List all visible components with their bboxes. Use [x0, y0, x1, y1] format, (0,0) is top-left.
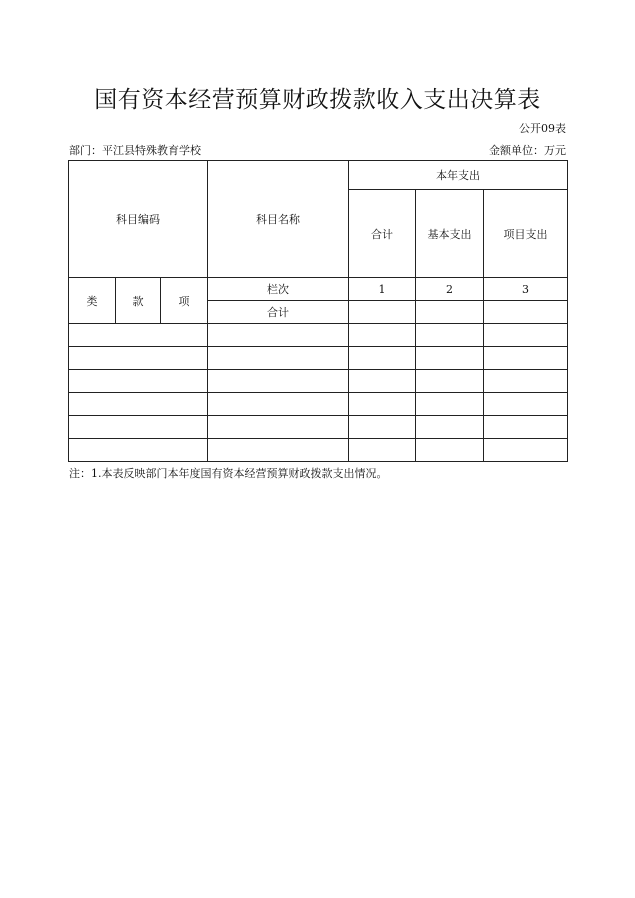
- report-title: 国有资本经营预算财政拨款收入支出决算表: [94, 87, 541, 113]
- total-cell: [349, 324, 416, 347]
- sum-row-label: 合计: [208, 301, 349, 324]
- total-cell: [349, 416, 416, 439]
- header-project-expense: 项目支出: [484, 190, 568, 278]
- name-cell: [208, 324, 349, 347]
- sum-basic-cell: [416, 301, 484, 324]
- sum-project-cell: [484, 301, 568, 324]
- expense-table: [68, 160, 568, 462]
- sum-total-cell: [349, 301, 416, 324]
- table-row: [69, 324, 568, 347]
- name-cell: [208, 439, 349, 462]
- total-cell: [349, 439, 416, 462]
- table-row: [69, 347, 568, 370]
- project-cell: [484, 439, 568, 462]
- table-row: [69, 393, 568, 416]
- header-basic-expense: 基本支出: [416, 190, 484, 278]
- amount-unit-label: 金额单位：万元: [489, 144, 566, 157]
- header-total: 合计: [349, 190, 416, 278]
- basic-cell: [416, 370, 484, 393]
- header-item: 项: [161, 278, 208, 324]
- form-number: 公开09表: [519, 122, 566, 135]
- column-number-1: 1: [349, 278, 416, 301]
- code-cell: [69, 439, 208, 462]
- total-cell: [349, 370, 416, 393]
- table-row: [69, 439, 568, 462]
- basic-cell: [416, 393, 484, 416]
- basic-cell: [416, 439, 484, 462]
- header-section: 款: [116, 278, 161, 324]
- header-subject-name: 科目名称: [208, 161, 349, 278]
- total-cell: [349, 393, 416, 416]
- name-cell: [208, 416, 349, 439]
- basic-cell: [416, 416, 484, 439]
- name-cell: [208, 393, 349, 416]
- header-category: 类: [69, 278, 116, 324]
- basic-cell: [416, 347, 484, 370]
- project-cell: [484, 324, 568, 347]
- project-cell: [484, 393, 568, 416]
- code-cell: [69, 370, 208, 393]
- name-cell: [208, 370, 349, 393]
- project-cell: [484, 370, 568, 393]
- project-cell: [484, 416, 568, 439]
- table-row: [69, 370, 568, 393]
- header-year-expense: 本年支出: [349, 161, 568, 190]
- code-cell: [69, 393, 208, 416]
- code-cell: [69, 347, 208, 370]
- column-number-label: 栏次: [208, 278, 349, 301]
- basic-cell: [416, 324, 484, 347]
- department-label: 部门：平江县特殊教育学校: [69, 144, 201, 157]
- footnote: 注：1.本表反映部门本年度国有资本经营预算财政拨款支出情况。: [69, 467, 388, 480]
- code-cell: [69, 324, 208, 347]
- total-cell: [349, 347, 416, 370]
- project-cell: [484, 347, 568, 370]
- table-row: [69, 416, 568, 439]
- column-number-2: 2: [416, 278, 484, 301]
- column-number-3: 3: [484, 278, 568, 301]
- name-cell: [208, 347, 349, 370]
- header-subject-code: 科目编码: [69, 161, 208, 278]
- code-cell: [69, 416, 208, 439]
